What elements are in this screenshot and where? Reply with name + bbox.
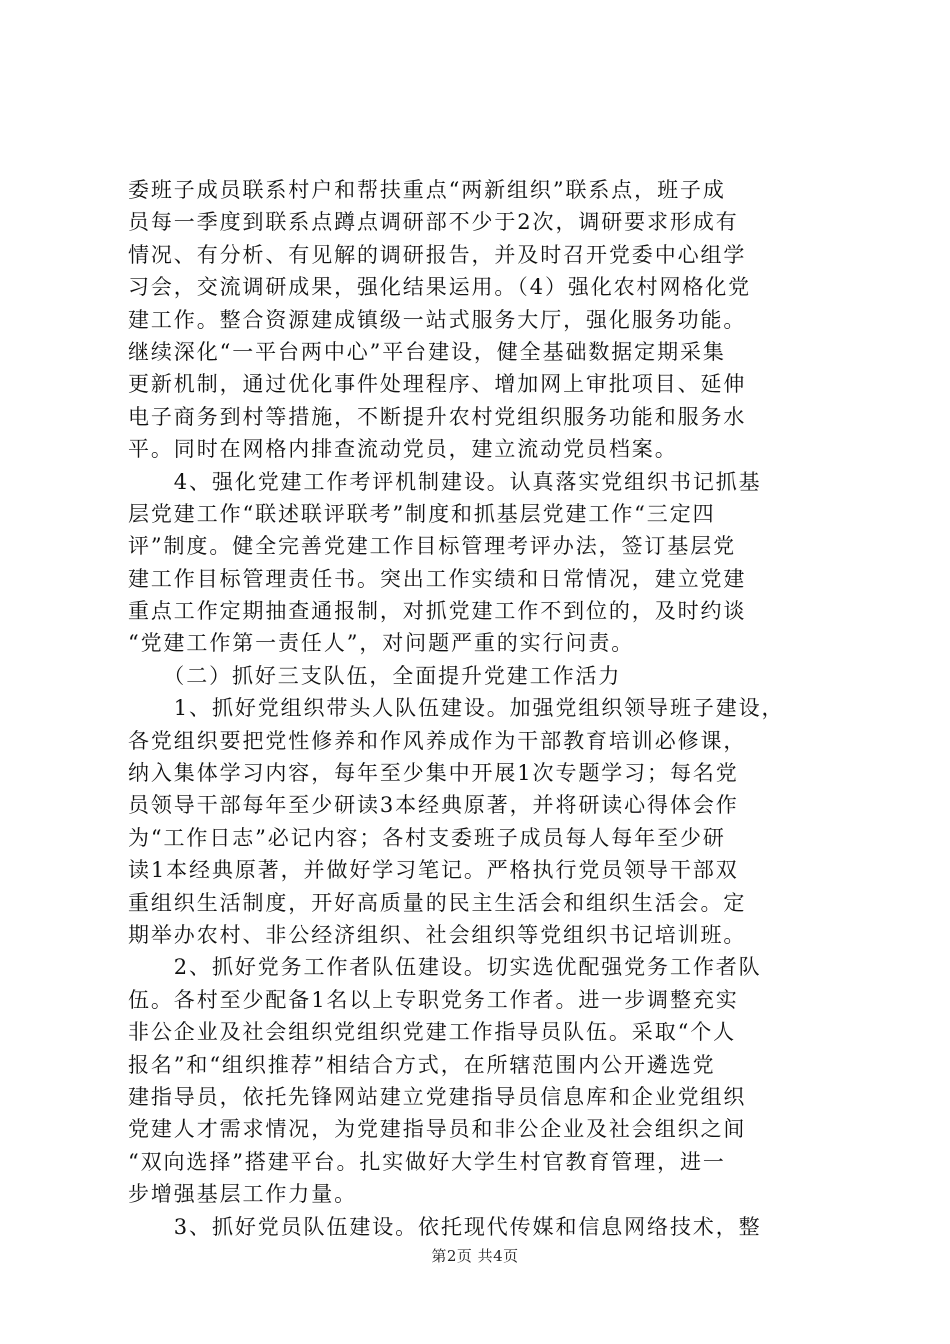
text-line: 2、抓好党务工作者队伍建设。切实选优配强党务工作者队 <box>128 955 762 980</box>
text-line: 重点工作定期抽查通报制，对抓党建工作不到位的，及时约谈 <box>128 599 747 624</box>
text-line: 习会，交流调研成果，强化结果运用。（4）强化农村网格化党 <box>128 275 752 300</box>
text-line: 层党建工作“联述联评联考”制度和抓基层党建工作“三定四 <box>128 501 716 526</box>
text-line: 各党组织要把党性修养和作风养成作为干部教育培训必修课， <box>128 728 747 753</box>
text-line: “双向选择”搭建平台。扎实做好大学生村官教育管理，进一 <box>128 1149 726 1174</box>
text-line: 重组织生活制度，开好高质量的民主生活会和组织生活会。定 <box>128 890 747 915</box>
text-line: 员每一季度到联系点蹲点调研部不少于2次，调研要求形成有 <box>128 210 739 235</box>
page-footer: 第2页 共4页 <box>431 1247 519 1265</box>
text-line: 1、抓好党组织带头人队伍建设。加强党组织领导班子建设， <box>128 696 785 721</box>
text-line: （二）抓好三支队伍，全面提升党建工作活力 <box>128 663 622 688</box>
text-line: 平。同时在网格内排查流动党员，建立流动党员档案。 <box>128 437 678 462</box>
text-line: 继续深化“一平台两中心”平台建设，健全基础数据定期采集 <box>128 339 726 364</box>
text-line: 读1本经典原著，并做好学习笔记。严格执行党员领导干部双 <box>128 858 739 883</box>
text-line: 步增强基层工作力量。 <box>128 1182 357 1207</box>
text-line: 建指导员，依托先锋网站建立党建指导员信息库和企业党组织 <box>128 1084 747 1109</box>
text-line: 更新机制，通过优化事件处理程序、增加网上审批项目、延伸 <box>128 372 747 397</box>
text-line: 员领导干部每年至少研读3本经典原著，并将研读心得体会作 <box>128 793 739 818</box>
text-line: 4、强化党建工作考评机制建设。认真落实党组织书记抓基 <box>128 469 762 494</box>
text-line: 委班子成员联系村户和帮扶重点“两新组织”联系点，班子成 <box>128 178 726 202</box>
text-line: 电子商务到村等措施，不断提升农村党组织服务功能和服务水 <box>128 404 747 429</box>
text-line: 纳入集体学习内容，每年至少集中开展1次专题学习；每名党 <box>128 761 739 786</box>
text-line: 期举办农村、非公经济组织、社会组织等党组织书记培训班。 <box>128 922 747 947</box>
body-text <box>128 174 840 1243</box>
text-line: 非公企业及社会组织党组织党建工作指导员队伍。采取“个人 <box>128 1020 737 1045</box>
text-line: 3、抓好党员队伍建设。依托现代传媒和信息网络技术，整 <box>128 1214 762 1239</box>
text-line: 建工作目标管理责任书。突出工作实绩和日常情况，建立党建 <box>128 566 747 591</box>
text-line: 评”制度。健全完善党建工作目标管理考评办法，签订基层党 <box>128 534 737 559</box>
text-line: 情况、有分析、有见解的调研报告，并及时召开党委中心组学 <box>128 242 747 267</box>
text-line: “党建工作第一责任人”，对问题严重的实行问责。 <box>128 631 635 656</box>
text-line: 报名”和“组织推荐”相结合方式，在所辖范围内公开遴选党 <box>128 1052 716 1077</box>
text-line: 党建人才需求情况，为党建指导员和非公企业及社会组织之间 <box>128 1117 747 1142</box>
text-line: 建工作。整合资源建成镇级一站式服务大厅，强化服务功能。 <box>128 307 747 332</box>
text-line: 伍。各村至少配备1名以上专职党务工作者。进一步调整充实 <box>128 987 739 1012</box>
text-line: 为“工作日志”必记内容；各村支委班子成员每人每年至少研 <box>128 825 726 850</box>
